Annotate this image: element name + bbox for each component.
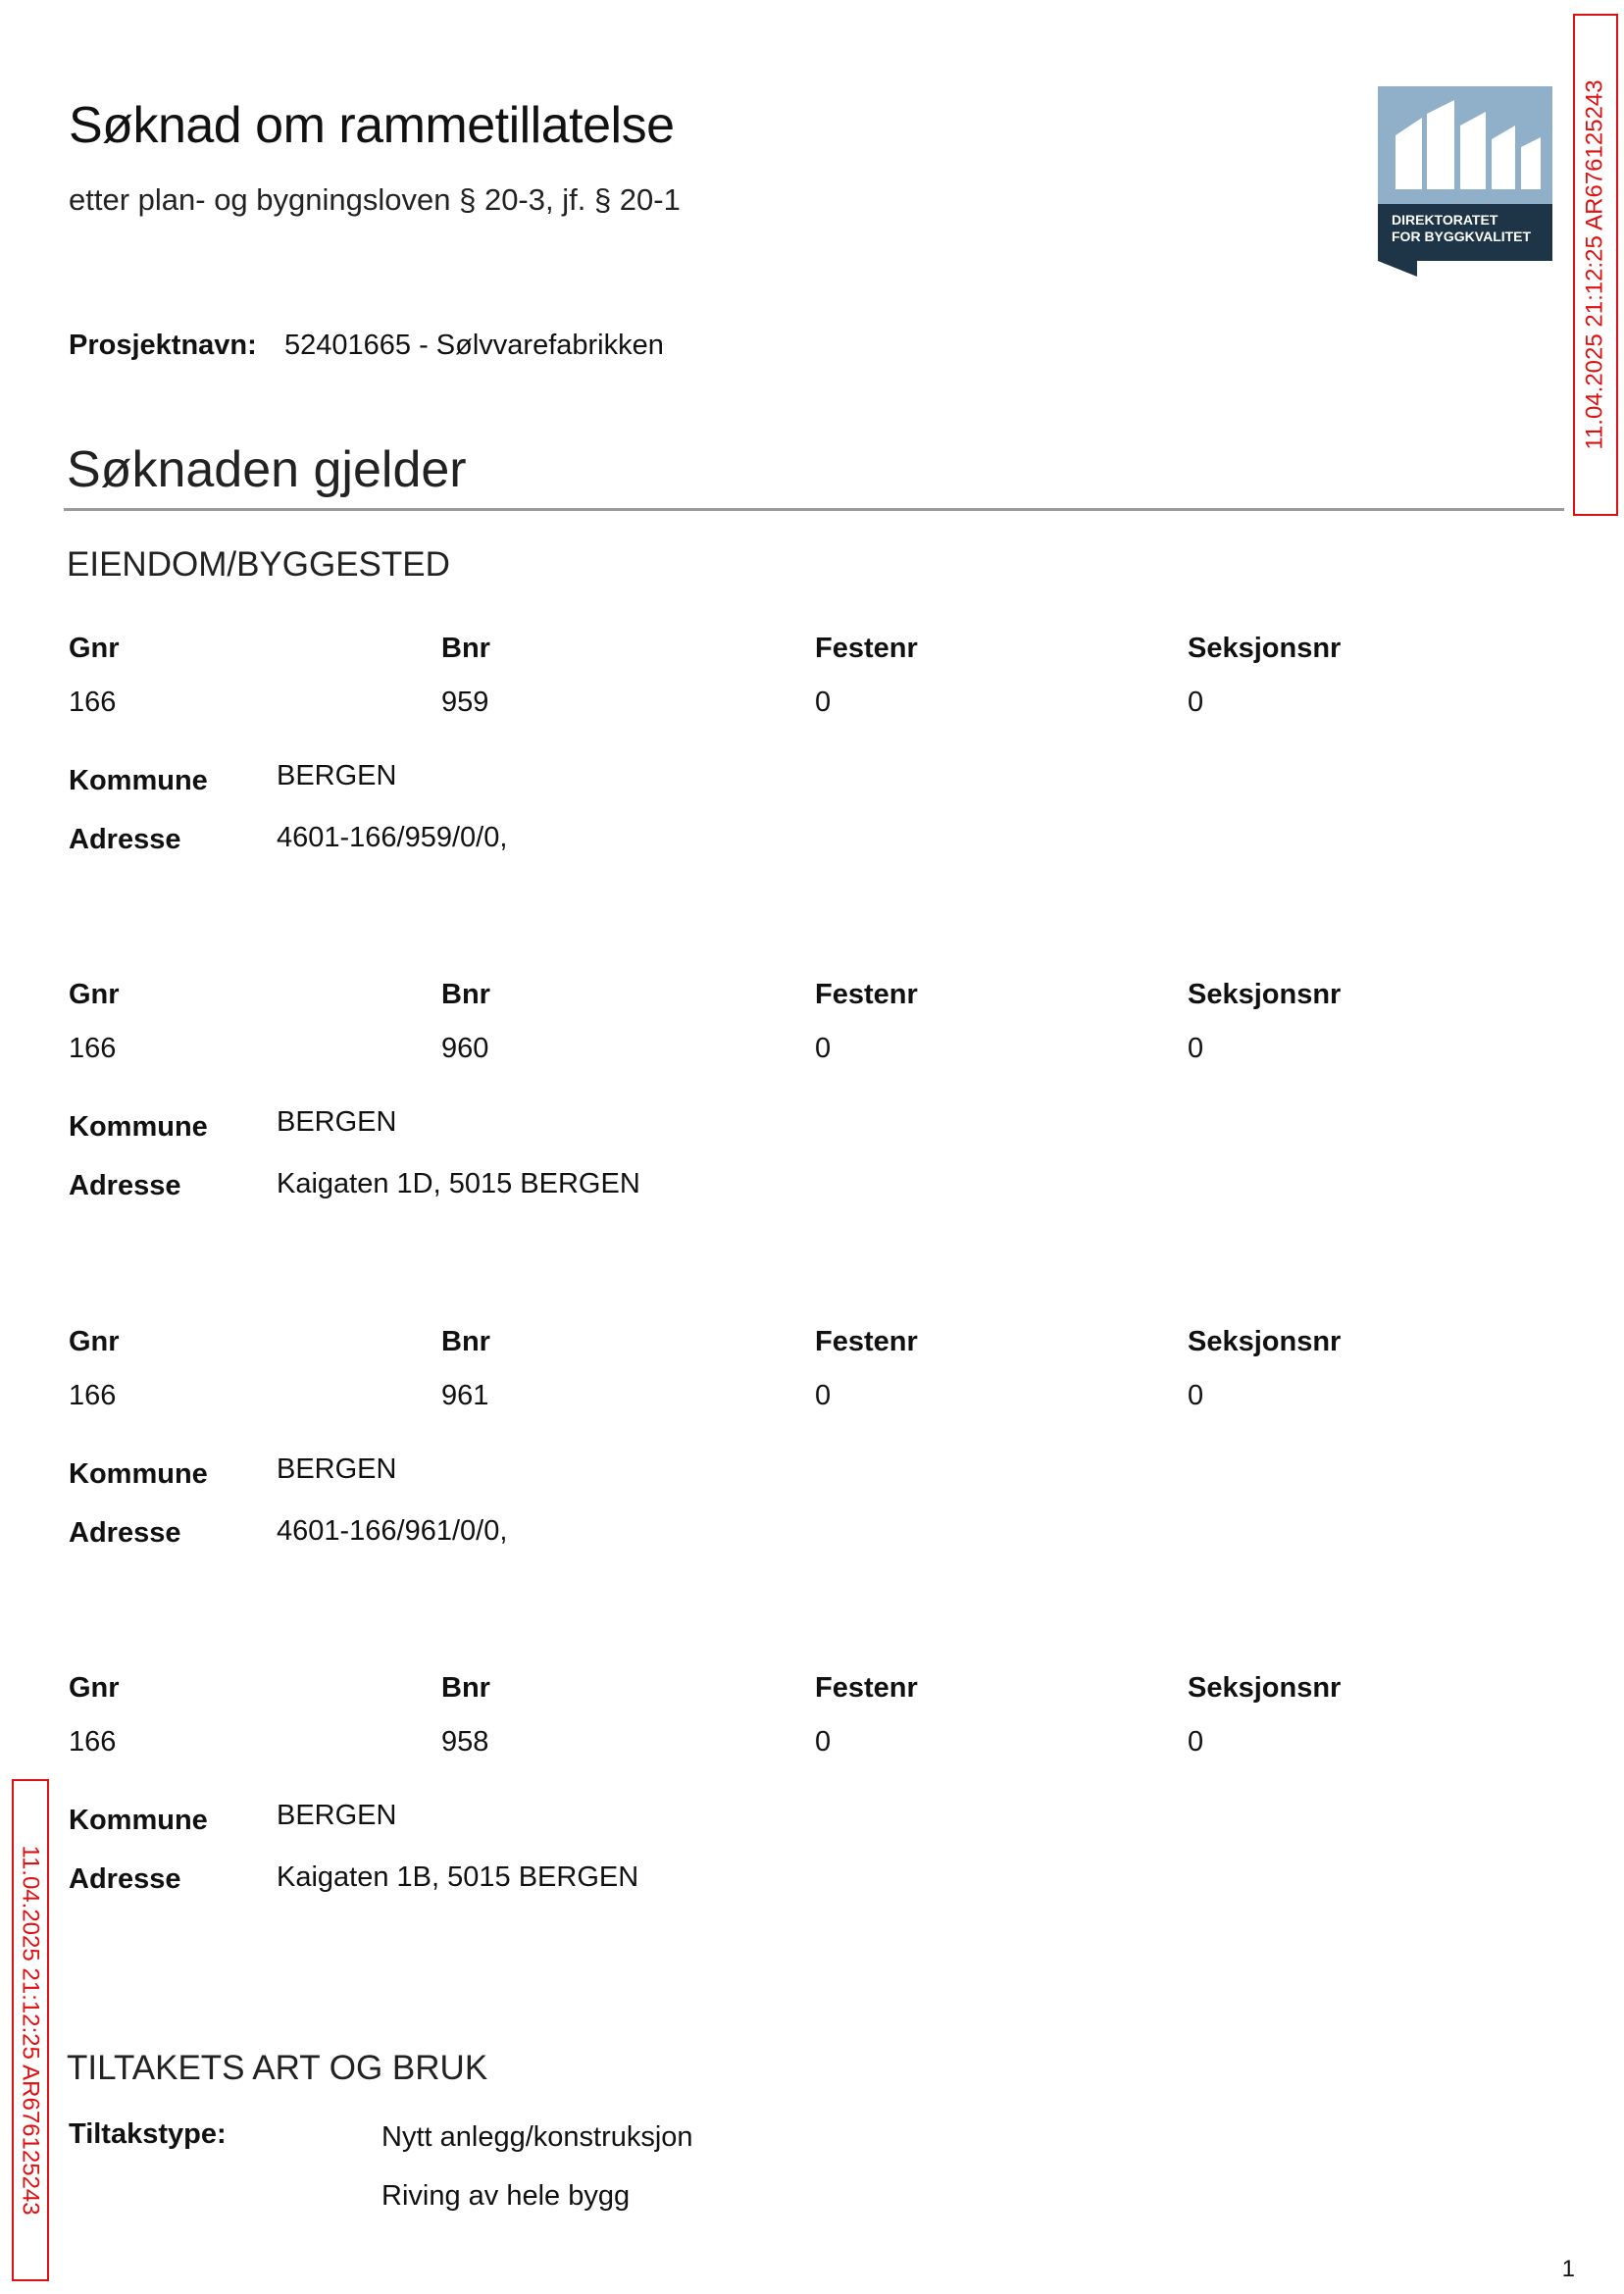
document-subtitle: etter plan- og bygningsloven § 20-3, jf. § 20-1 [69,182,681,217]
festenr-label: Festenr [815,1326,918,1357]
kommune-label: Kommune [69,1111,208,1143]
tiltakstype-value: Riving av hele bygg [381,2180,631,2212]
adresse-value: Kaigaten 1B, 5015 BERGEN [277,1861,639,1893]
page-number: 1 [1561,2256,1575,2282]
gnr-label: Gnr [69,633,120,664]
festenr-value: 0 [815,1033,832,1064]
adresse-label: Adresse [69,824,181,855]
tiltak-heading: TILTAKETS ART OG BRUK [67,2049,488,2087]
bnr-label: Bnr [441,1326,490,1357]
bnr-label: Bnr [441,979,490,1010]
kommune-value: BERGEN [277,760,397,791]
kommune-value: BERGEN [277,1800,397,1831]
property-block [0,633,1624,927]
logo-text-line2: FOR BYGGKVALITET [1392,229,1532,244]
adresse-label: Adresse [69,1170,181,1201]
bnr-label: Bnr [441,633,490,664]
adresse-value: 4601-166/959/0/0, [277,822,508,853]
kommune-value: BERGEN [277,1106,397,1138]
seksjonsnr-label: Seksjonsnr [1188,1672,1342,1704]
bnr-label: Bnr [441,1672,490,1704]
property-block [0,1672,1624,1966]
bnr-value: 959 [441,687,489,718]
section-title: Søknaden gjelder [67,441,467,498]
dibk-logo [1378,86,1552,277]
property-block [0,1326,1624,1620]
property-heading: EIENDOM/BYGGESTED [67,545,450,584]
kommune-label: Kommune [69,1805,208,1836]
logo-text-line1: DIREKTORATET [1392,212,1498,228]
seksjonsnr-label: Seksjonsnr [1188,979,1342,1010]
festenr-value: 0 [815,1380,832,1411]
kommune-label: Kommune [69,1458,208,1490]
logo-graphic [1378,86,1552,277]
adresse-label: Adresse [69,1517,181,1549]
gnr-label: Gnr [69,1326,120,1357]
bnr-value: 961 [441,1380,489,1411]
seksjonsnr-value: 0 [1188,1726,1204,1758]
seksjonsnr-label: Seksjonsnr [1188,633,1342,664]
bnr-value: 958 [441,1726,489,1758]
seksjonsnr-value: 0 [1188,687,1204,718]
bnr-value: 960 [441,1033,489,1064]
kommune-value: BERGEN [277,1453,397,1485]
seksjonsnr-label: Seksjonsnr [1188,1326,1342,1357]
festenr-label: Festenr [815,633,918,664]
property-block [0,979,1624,1273]
gnr-label: Gnr [69,979,120,1010]
festenr-value: 0 [815,1726,832,1758]
kommune-label: Kommune [69,765,208,796]
adresse-value: Kaigaten 1D, 5015 BERGEN [277,1168,640,1199]
adresse-label: Adresse [69,1863,181,1895]
section-divider [64,508,1564,511]
seksjonsnr-value: 0 [1188,1033,1204,1064]
project-name-value: 52401665 - Sølvvarefabrikken [284,330,664,361]
gnr-value: 166 [69,1033,117,1064]
gnr-label: Gnr [69,1672,120,1704]
gnr-value: 166 [69,687,117,718]
document-title: Søknad om rammetillatelse [69,97,675,154]
tiltakstype-value: Nytt anlegg/konstruksjon [381,2121,693,2153]
festenr-label: Festenr [815,979,918,1010]
gnr-value: 166 [69,1726,117,1758]
gnr-value: 166 [69,1380,117,1411]
seksjonsnr-value: 0 [1188,1380,1204,1411]
tiltakstype-label: Tiltakstype: [69,2118,227,2150]
timestamp-stamp-left [12,1779,49,2281]
timestamp-stamp-top [1573,14,1618,516]
project-name-label: Prosjektnavn: [69,330,257,361]
festenr-label: Festenr [815,1672,918,1704]
stamp-text: 11.04.2025 21:12:25 AR676125243 [1582,79,1608,450]
festenr-value: 0 [815,687,832,718]
stamp-text: 11.04.2025 21:12:25 AR676125243 [18,1845,44,2216]
adresse-value: 4601-166/961/0/0, [277,1515,508,1547]
